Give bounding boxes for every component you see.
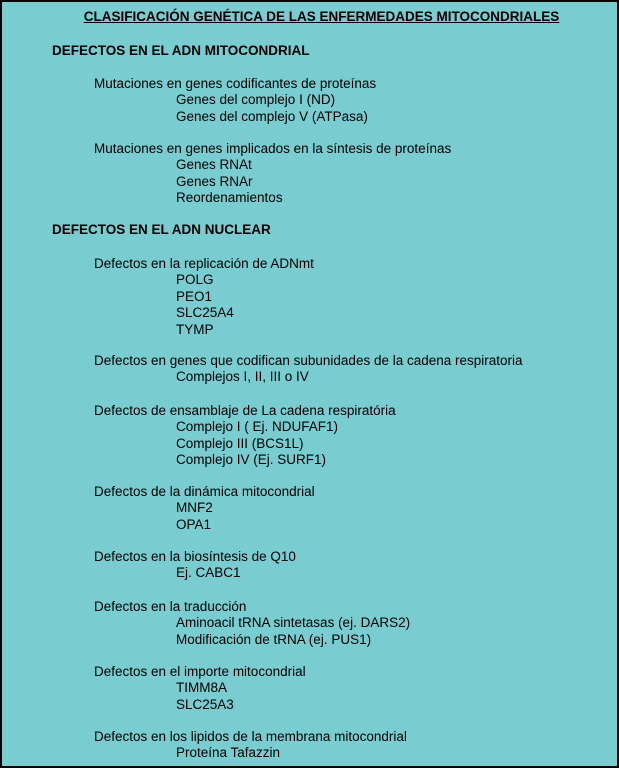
group-label: Mutaciones en genes codificantes de proteínas: [94, 76, 377, 91]
list-item: Complejo IV (Ej. SURF1): [176, 452, 327, 467]
group-label: Defectos en la biosíntesis de Q10: [94, 549, 296, 564]
list-item: Genes del complejo I (ND): [176, 92, 336, 107]
group-label: Defectos de ensamblaje de La cadena respiratória: [94, 403, 396, 418]
group-membrane-lipids: [94, 728, 407, 762]
list-item: PEO1: [176, 288, 213, 304]
group-respiratory-subunits: [94, 352, 523, 386]
list-item: OPA1: [176, 516, 212, 532]
group-dynamics: [94, 483, 315, 533]
list-item: Ej. CABC1: [176, 565, 241, 580]
list-item: SLC25A4: [176, 305, 234, 320]
list-item: Genes del complejo V (ATPasa): [176, 108, 368, 124]
section-heading-mtdna: DEFECTOS EN EL ADN MITOCONDRIAL: [52, 43, 310, 58]
list-item: Complejo III (BCS1L): [176, 435, 304, 451]
list-item: SLC25A3: [176, 696, 234, 712]
group-replication: [94, 255, 314, 338]
list-item: Reordenamientos: [176, 190, 283, 205]
group-label: Defectos en la traducción: [94, 599, 247, 614]
group-label: Defectos en la replicación de ADNmt: [94, 256, 314, 271]
section-heading-ndna: DEFECTOS EN EL ADN NUCLEAR: [52, 222, 271, 237]
group-q10: [94, 548, 296, 582]
list-item: Proteína Tafazzin: [176, 745, 281, 760]
list-item: POLG: [176, 272, 214, 287]
group-label: Defectos en el importe mitocondrial: [94, 664, 306, 679]
list-item: Modificación de tRNA (ej. PUS1): [176, 631, 372, 647]
group-label: Mutaciones en genes implicados en la síntesis de proteínas: [94, 141, 452, 156]
group-label: Defectos en genes que codifican subunidades de la cadena respiratoria: [94, 353, 523, 368]
list-item: MNF2: [176, 500, 213, 515]
group-label: Defectos de la dinámica mitocondrial: [94, 484, 315, 499]
group-label: Defectos en los lipidos de la membrana mitocondrial: [94, 729, 407, 744]
document-title: CLASIFICACIÓN GENÉTICA DE LAS ENFERMEDADES MITOCONDRIALES: [83, 9, 560, 24]
group-import: [94, 663, 306, 713]
list-item: Genes RNAt: [176, 157, 252, 172]
list-item: Aminoacil tRNA sintetasas (ej. DARS2): [176, 615, 411, 630]
list-item: TYMP: [176, 321, 214, 337]
group-translation: [94, 598, 410, 648]
group-protein-synthesis: [94, 140, 451, 207]
list-item: TIMM8A: [176, 680, 228, 695]
list-item: Complejos I, II, III o IV: [176, 369, 309, 384]
list-item: Genes RNAr: [176, 173, 253, 189]
group-protein-coding: [94, 75, 376, 125]
group-assembly: [94, 402, 396, 469]
list-item: Complejo I ( Ej. NDUFAF1): [176, 419, 339, 434]
